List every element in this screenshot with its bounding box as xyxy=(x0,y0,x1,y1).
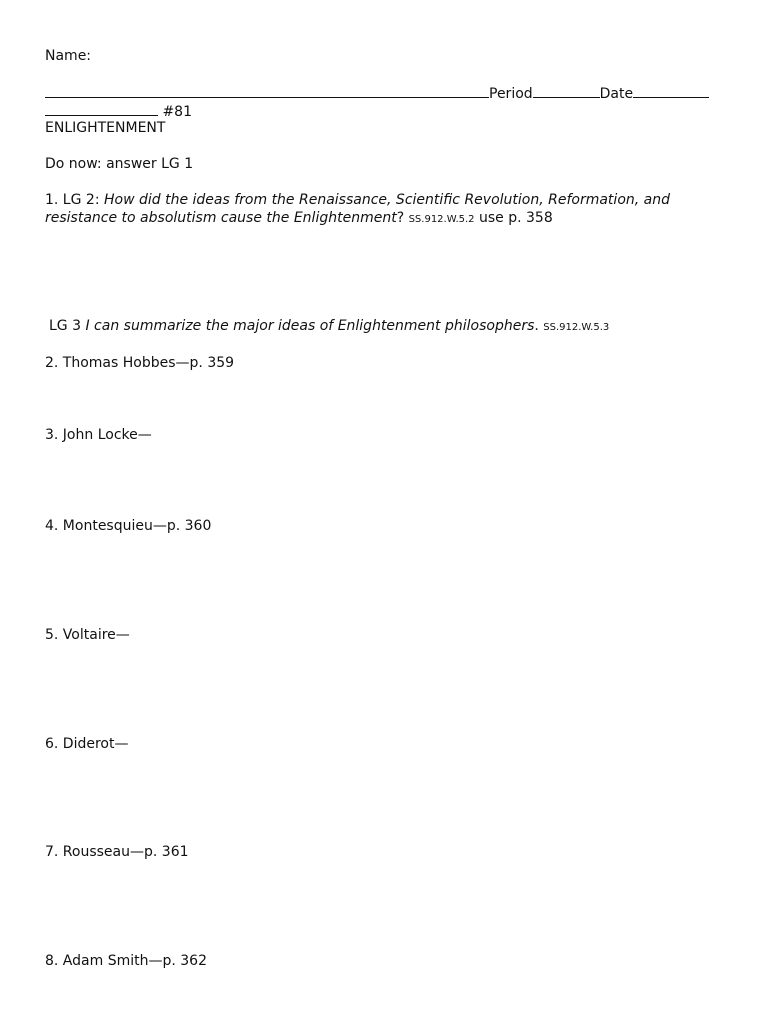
question-1-line-2 xyxy=(45,209,553,229)
lg3-statement: I can summarize the major ideas of Enlightenment philosophers xyxy=(85,318,535,334)
question-1-line-1 xyxy=(45,191,670,209)
question-1-standard: SS.912.W.5.2 xyxy=(408,214,475,225)
item-locke: 3. John Locke— xyxy=(45,427,152,443)
question-1-mark: ? xyxy=(396,210,405,226)
date-blank[interactable] xyxy=(633,83,709,98)
name-blank-continued[interactable] xyxy=(45,101,158,116)
item-voltaire: 5. Voltaire— xyxy=(45,627,130,643)
header-line-row xyxy=(45,83,709,103)
question-1-page-ref: use p. 358 xyxy=(479,210,553,226)
do-now: Do now: answer LG 1 xyxy=(45,156,194,172)
period-label: Period xyxy=(489,86,533,102)
item-diderot: 6. Diderot— xyxy=(45,736,129,752)
number-row xyxy=(45,101,192,121)
date-label: Date xyxy=(599,86,634,102)
item-montesquieu: 4. Montesquieu—p. 360 xyxy=(45,518,212,534)
question-1-prefix: 1. LG 2: xyxy=(45,192,104,208)
lg3-standard: SS.912.W.5.3 xyxy=(543,322,610,333)
question-1-text-line-1: How did the ideas from the Renaissance, Scientific Revolution, Reformation, and xyxy=(103,192,670,208)
question-1-text-line-2: resistance to absolutism cause the Enlightenment xyxy=(45,210,397,226)
name-blank[interactable] xyxy=(45,83,489,98)
item-rousseau: 7. Rousseau—p. 361 xyxy=(45,844,189,860)
period-blank[interactable] xyxy=(533,83,600,98)
name-label: Name: xyxy=(45,48,92,64)
lg3-period: . xyxy=(534,318,539,334)
unit-title: ENLIGHTENMENT xyxy=(45,120,166,136)
lg3-line xyxy=(49,317,609,337)
lg3-prefix: LG 3 xyxy=(49,318,86,334)
worksheet-number: #81 xyxy=(162,104,192,120)
item-hobbes: 2. Thomas Hobbes—p. 359 xyxy=(45,355,235,371)
item-adam-smith: 8. Adam Smith—p. 362 xyxy=(45,953,207,969)
